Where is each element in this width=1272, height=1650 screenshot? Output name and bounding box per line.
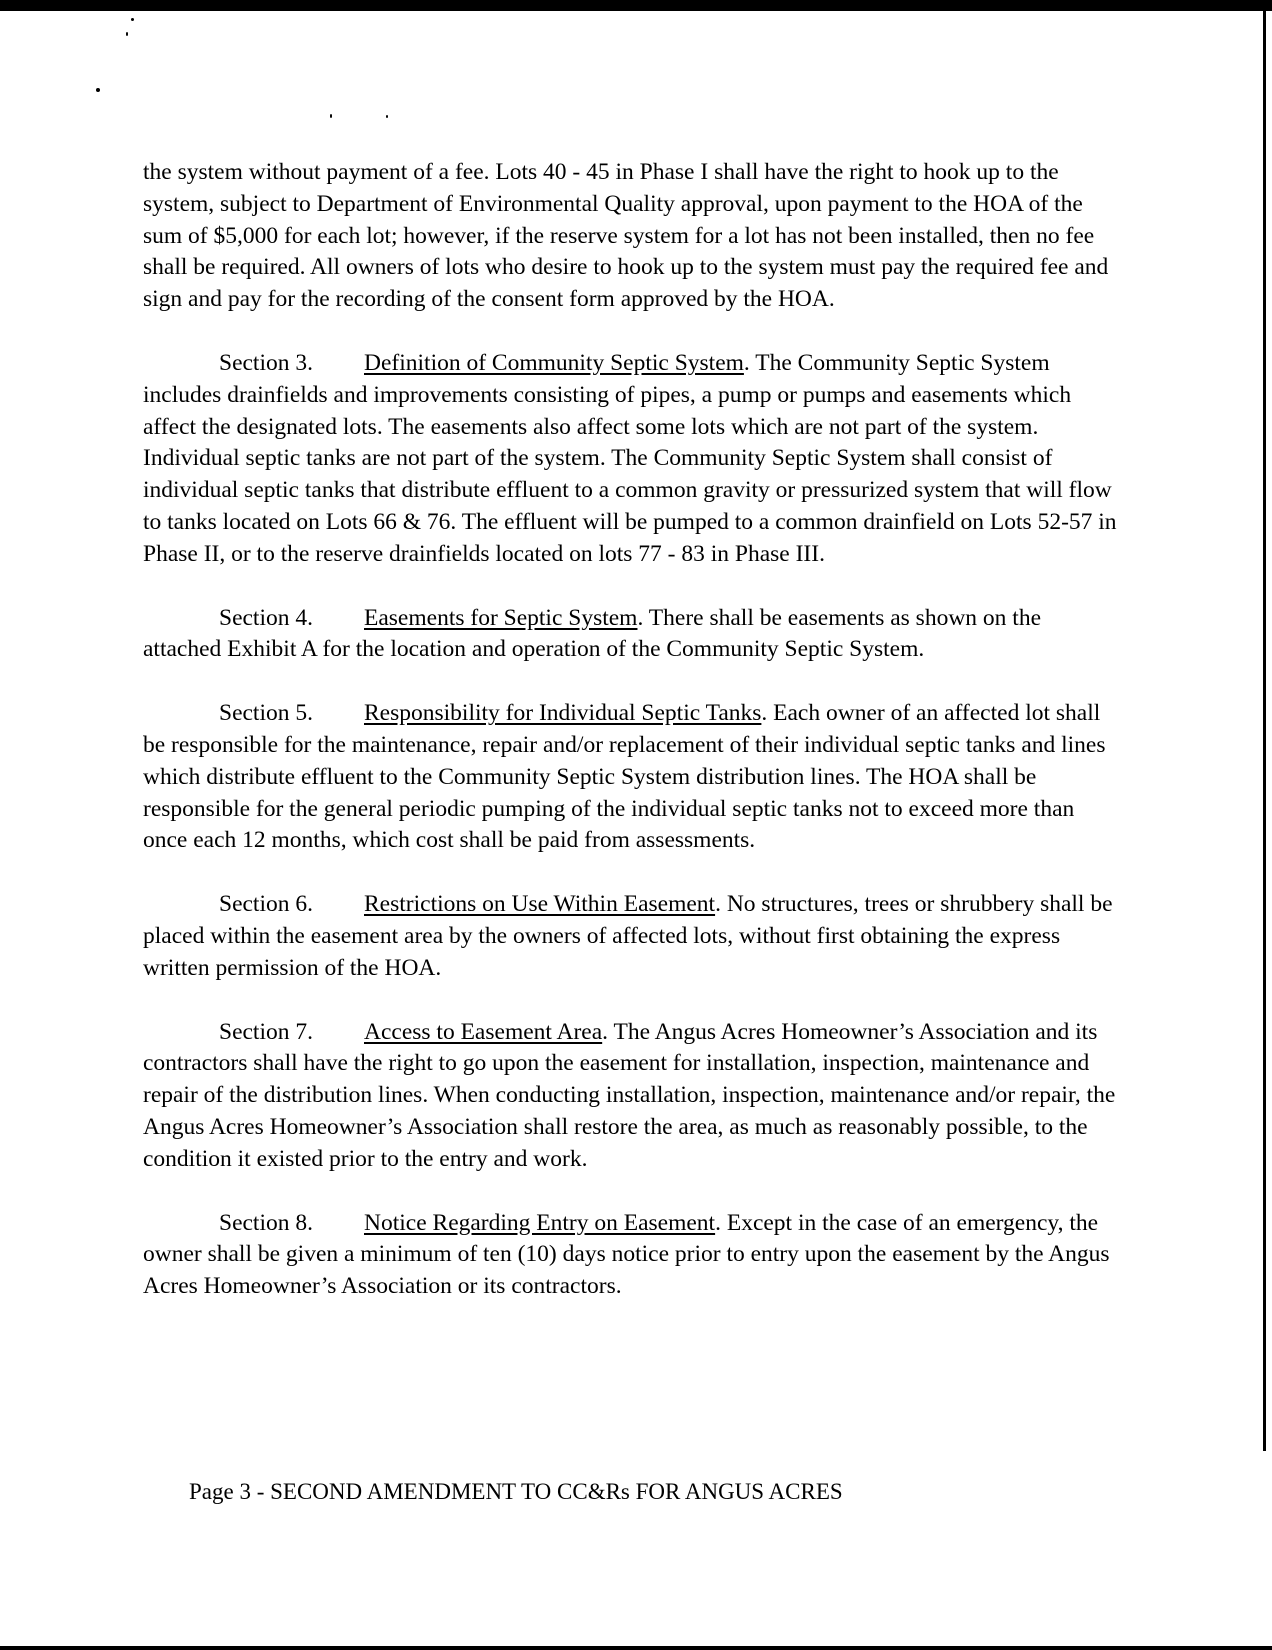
scan-border-top — [0, 0, 1272, 11]
section-5-paragraph — [143, 698, 1123, 857]
page-footer: Page 3 - SECOND AMENDMENT TO CC&Rs FOR ANGUS ACRES — [189, 1479, 843, 1504]
scan-border-bottom — [0, 1646, 1272, 1650]
section-body: . Except in the case of an emergency, the owner shall be given a minimum of ten (10) days notice prior to entry upon the easement by the Angus Acres Homeowner’s Association or its contractors. — [143, 1209, 1110, 1300]
section-number: Section 8. — [219, 1209, 313, 1236]
section-number: Section 6. — [219, 891, 313, 918]
section-title: Restrictions on Use Within Easement — [364, 891, 716, 918]
section-number: Section 4. — [219, 604, 313, 631]
section-body: . Each owner of an affected lot shall be responsible for the maintenance, repair and/or replacement of their individual septic tanks and lines which distribute effluent to the Community Septic System distribution lines. The HOA shall be responsible for the general periodic pumping of the individual septic tanks not to exceed more than once each 12 months, which cost shall be paid from assessments. — [143, 700, 1106, 854]
section-title: Definition of Community Septic System — [364, 349, 744, 376]
document-page — [143, 157, 1123, 1303]
section-6-paragraph — [143, 889, 1123, 984]
section-body: . The Community Septic System includes drainfields and improvements consisting of pipes, a pump or pumps and easements which affect the designated lots. The easements also affect some lots which are not part of the system. Individual septic tanks are not part of the system. The Community Septic System shall consist of individual septic tanks that distribute effluent to a common gravity or pressurized system that will flow to tanks located on Lots 66 & 76. The effluent will be pumped to a common drainfield on Lots 52-57 in Phase II, or to the reserve drainfields located on lots 77 - 83 in Phase III. — [143, 349, 1117, 567]
section-number: Section 3. — [219, 349, 313, 376]
scan-speck — [330, 114, 332, 118]
section-title: Easements for Septic System — [364, 604, 638, 631]
section-3-paragraph — [143, 348, 1123, 571]
scan-speck — [96, 88, 100, 92]
scan-speck — [131, 18, 134, 21]
section-body: . No structures, trees or shrubbery shall be placed within the easement area by the owners of affected lots, without first obtaining the express written permission of the HOA. — [143, 891, 1113, 981]
intro-paragraph: the system without payment of a fee. Lots 40 - 45 in Phase I shall have the right to hook up to the system, subject to Department of Environmental Quality approval, upon payment to the HOA of the sum of $5,000 for each lot; however, if the reserve system for a lot has not been installed, then no fee shall be required. All owners of lots who desire to hook up to the system must pay the required fee and sign and pay for the recording of the consent form approved by the HOA. — [143, 159, 1109, 313]
section-number: Section 7. — [219, 1018, 313, 1045]
section-body: . The Angus Acres Homeowner’s Association and its contractors shall have the right to go upon the easement for installation, inspection, maintenance and repair of the distribution lines. When conducting installation, inspection, maintenance and/or repair, the Angus Acres Homeowner’s Association shall restore the area, as much as reasonably possible, to the condition it existed prior to the entry and work. — [143, 1018, 1116, 1172]
section-4-paragraph — [143, 603, 1123, 667]
scan-speck — [386, 115, 388, 118]
section-title: Notice Regarding Entry on Easement — [364, 1209, 716, 1236]
scan-speck — [126, 32, 128, 36]
section-body: . There shall be easements as shown on the attached Exhibit A for the location and operation of the Community Septic System. — [143, 604, 1041, 663]
section-title: Access to Easement Area — [364, 1018, 603, 1045]
section-number: Section 5. — [219, 700, 313, 727]
section-title: Responsibility for Individual Septic Tanks — [364, 700, 762, 727]
section-8-paragraph — [143, 1208, 1123, 1303]
section-7-paragraph — [143, 1017, 1123, 1176]
scan-border-right — [1263, 11, 1266, 1451]
